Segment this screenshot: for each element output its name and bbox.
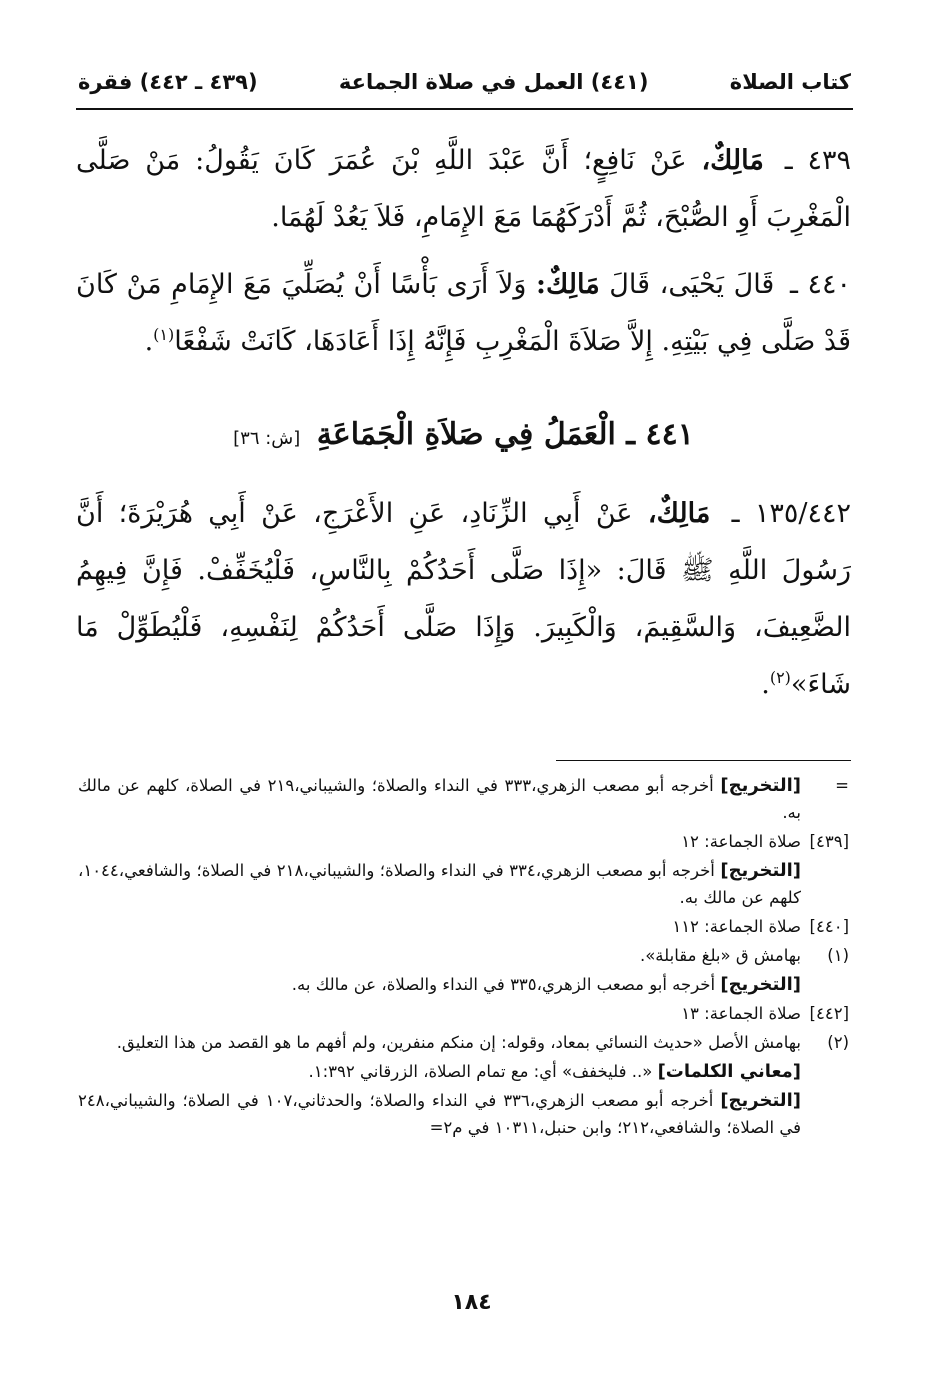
footnote-marker: [٤٤٢] xyxy=(809,1004,849,1023)
chapter-title: الْعَمَلُ فِي صَلاَةِ الْجَمَاعَةِ xyxy=(316,417,616,452)
footnote-1-takhrij xyxy=(78,971,801,998)
footnote-2-takhrij xyxy=(78,1087,801,1141)
footnote-442 xyxy=(78,1000,849,1027)
takhrij-text: أخرجه أبو مصعب الزهري،٣٣٥ في النداء والصلاة، عن مالك به. xyxy=(291,975,716,994)
footnote-marker: (٢) xyxy=(827,1033,849,1052)
footnote-text: صلاة الجماعة: ١٢ xyxy=(681,832,801,851)
footnote-text: صلاة الجماعة: ١٣ xyxy=(681,1004,801,1023)
chapter-number: ٤٤١ ـ xyxy=(626,417,694,452)
running-header xyxy=(78,62,851,102)
section-title: (٤٤١) العمل في صلاة الجماعة xyxy=(338,70,649,94)
footnote-440 xyxy=(78,913,849,940)
maani-text: «.. فليخفف» أي: مع تمام الصلاة، الزرقاني ١:٣٩٢. xyxy=(308,1062,653,1081)
paragraph-number: ٤٤٠ ـ xyxy=(789,269,851,300)
takhrij-label: [التخريج] xyxy=(720,1090,801,1111)
paragraph-text-intro: قَالَ يَحْيَى، قَالَ xyxy=(609,269,775,300)
footnote-1 xyxy=(78,942,849,969)
main-text xyxy=(76,132,851,713)
footnote-text: صلاة الجماعة: ١١٢ xyxy=(672,917,801,936)
footnote-439-takhrij xyxy=(78,857,801,911)
page-number: ١٨٤ xyxy=(451,1290,492,1315)
takhrij-label: [التخريج] xyxy=(720,860,801,881)
footnotes xyxy=(78,772,849,1143)
book-title: كتاب الصلاة xyxy=(729,70,851,94)
footnote-continuation xyxy=(78,772,849,826)
takhrij-text: أخرجه أبو مصعب الزهري،٣٣٣ في النداء والصلاة؛ والشيباني،٢١٩ في الصلاة، كلهم عن مالك به. xyxy=(78,776,801,822)
paragraph-number: ٤٣٩ ـ xyxy=(784,145,851,176)
narrator-name: مَالِكٌ: xyxy=(536,269,600,300)
footnote-body xyxy=(78,772,801,826)
paragraph-440 xyxy=(76,256,851,370)
header-divider xyxy=(76,108,853,110)
paragraph-range: (٤٣٩ ـ ٤٤٢) فقرة xyxy=(78,70,258,94)
paragraph-number: ١٣٥/٤٤٢ ـ xyxy=(731,498,851,529)
takhrij-label: [التخريج] xyxy=(720,974,801,995)
footnote-text: بهامش ق «بلغ مقابلة». xyxy=(639,946,801,965)
footnote-divider xyxy=(556,760,851,761)
footnote-2-maani xyxy=(78,1058,801,1085)
paragraph-439 xyxy=(76,132,851,246)
paragraph-text: عَنْ نَافِعٍ؛ أَنَّ عَبْدَ اللَّهِ بْنَ عُمَرَ كَانَ يَقُولُ: مَنْ صَلَّى الْمَغْرِبَ أَوِ الصُّبْحَ، ثُمَّ أَدْرَكَهُمَا مَعَ الإِمَامِ، فَلاَ يَعُدْ لَهُمَا. xyxy=(76,145,851,233)
maani-label: [معاني الكلمات] xyxy=(657,1061,801,1082)
takhrij-text: أخرجه أبو مصعب الزهري،٣٣٤ في النداء والصلاة؛ والشيباني،٢١٨ في الصلاة؛ والشافعي،١٠٤٤، كلهم عن مالك به. xyxy=(78,861,801,907)
footnote-2 xyxy=(78,1029,849,1056)
takhrij-label: [التخريج] xyxy=(720,775,802,796)
footnote-marker: [٤٣٩] xyxy=(809,832,849,851)
paragraph-end: . xyxy=(761,669,770,700)
chapter-reference: [ش: ٣٦] xyxy=(233,428,301,449)
footnote-ref[interactable]: (٢) xyxy=(769,668,791,687)
footnote-439 xyxy=(78,828,849,855)
takhrij-text: أخرجه أبو مصعب الزهري،٣٣٦ في النداء والصلاة؛ والحدثاني،١٠٧ في الصلاة؛ والشيباني،٢٤٨ في الصلاة؛ والشافعي،٢١٢؛ وابن حنبل،١٠٣١١ في م٢= xyxy=(78,1091,801,1137)
footnote-marker: [٤٤٠] xyxy=(809,917,849,936)
narrator-name: مَالِكٌ، xyxy=(647,498,711,529)
footnote-marker: (١) xyxy=(827,946,849,965)
paragraph-text: وَلاَ أَرَى بَأْسًا أَنْ يُصَلِّيَ مَعَ الإِمَامِ مَنْ كَانَ قَدْ صَلَّى فِي بَيْتِهِ. إِلاَّ صَلاَةَ الْمَغْرِبِ فَإِنَّهُ إِذَا أَعَادَهَا، كَانَتْ شَفْعًا xyxy=(76,269,851,357)
footnote-text: بهامش الأصل «حديث النسائي بمعاد، وقوله: إن منكم منفرين، ولم أفهم ما هو القصد من هذا التعليق. xyxy=(116,1033,801,1052)
chapter-heading xyxy=(76,406,851,467)
paragraph-442 xyxy=(76,485,851,713)
footnote-marker: = xyxy=(835,776,849,795)
paragraph-text: عَنْ أَبِي الزِّنَادِ، عَنِ الأَعْرَجِ، عَنْ أَبِي هُرَيْرَةَ؛ أَنَّ رَسُولَ اللَّهِ ﷺ قَالَ: «إِذَا صَلَّى أَحَدُكُمْ بِالنَّاسِ، فَلْيُخَفِّفْ. فَإِنَّ فِيهِمُ الضَّعِيفَ، وَالسَّقِيمَ، وَالْكَبِيرَ. وَإِذَا صَلَّى أَحَدُكُمْ لِنَفْسِهِ، فَلْيُطَوِّلْ مَا شَاءَ» xyxy=(76,498,851,700)
footnote-ref[interactable]: (١) xyxy=(153,325,175,344)
paragraph-end: . xyxy=(144,326,154,357)
narrator-name: مَالِكٌ، xyxy=(701,145,764,176)
